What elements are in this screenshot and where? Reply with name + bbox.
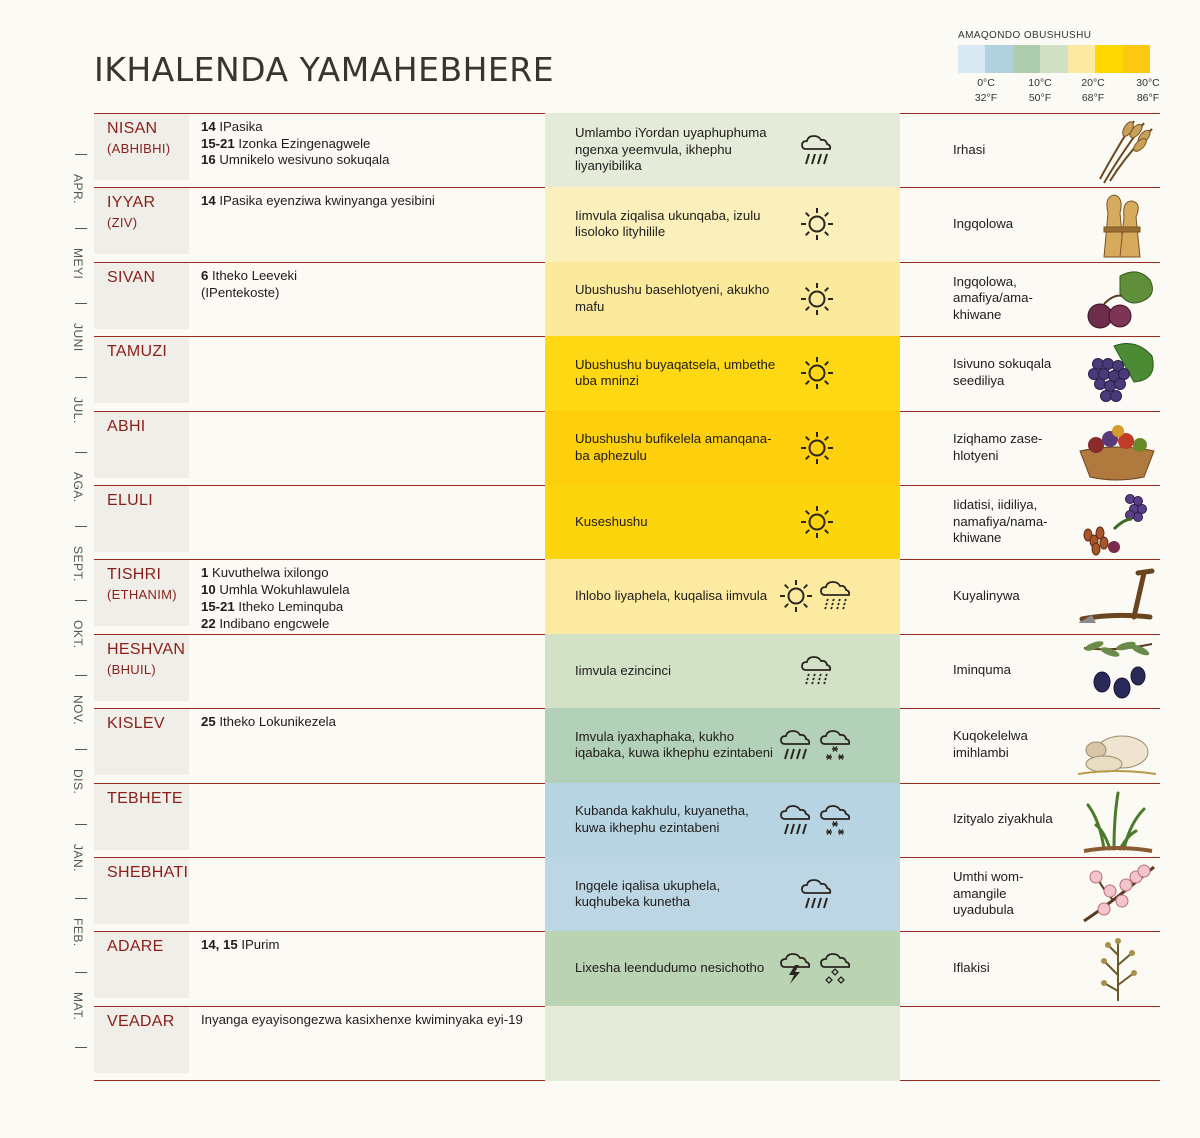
legend-labels [958, 76, 1160, 106]
weather-cell [575, 485, 780, 559]
festival-name: Itheko Leeveki [212, 267, 298, 283]
agriculture-cell [953, 187, 1063, 261]
agriculture-cell [953, 559, 1063, 633]
gregorian-month-text: OKT. [71, 620, 85, 650]
dates-grapes-icon [1074, 489, 1160, 557]
agriculture-description: Ingqolowa [953, 216, 1014, 232]
agriculture-description: Umthi womamangile uyadubula [953, 868, 1024, 918]
legend-swatch [1123, 45, 1150, 73]
gregorian-month-text: AGA. [71, 471, 85, 503]
weather-description: Kubanda kakhulu, kuyanetha, kuwa ikhephu ezintabeni [575, 803, 749, 835]
month-cell [94, 858, 189, 924]
festival-name: IPasika eyenziwa kwinyanga yesibini [219, 193, 435, 209]
sun-icon [799, 355, 835, 396]
festival-item [201, 136, 541, 153]
legend-celsius: 0°C [977, 77, 995, 89]
gregorian-month-text: DIS. [71, 769, 85, 795]
weather-description: Ubushushu bufikelela amanqanaba aphezulu [575, 431, 772, 463]
festival-list [201, 119, 541, 169]
weather-cell [575, 931, 780, 1005]
agriculture-description: Iminquma [953, 662, 1011, 678]
legend-fahrenheit: 50°F [1028, 92, 1052, 104]
legend-swatch [985, 45, 1012, 73]
month-name: ADARE [107, 938, 164, 956]
festival-date: 14, 15 [201, 937, 238, 953]
weather-description: Ubushushu buyaqatsela, umbethe uba mninzi [575, 356, 776, 389]
festival-name: IPurim [241, 937, 280, 953]
month-name: SIVAN [107, 268, 156, 286]
month-alt-name: (ETHANIM) [107, 587, 177, 603]
legend-fahrenheit: 68°F [1081, 92, 1105, 104]
month-tick [75, 824, 87, 825]
weather-cell [575, 857, 780, 931]
agriculture-cell [953, 634, 1063, 708]
festival-name: Izonka Ezingenagwele [238, 135, 371, 151]
legend-fahrenheit: 86°F [1136, 92, 1160, 104]
month-alt-name: (BHUIL) [107, 661, 157, 677]
month-row-tebhete [94, 783, 1160, 857]
month-tick [75, 749, 87, 750]
gregorian-month-text: MEYI [71, 248, 85, 280]
gregorian-month-text: JUNI [71, 322, 85, 352]
month-name: ABHI [107, 417, 146, 435]
rain-cloud-icon [778, 727, 814, 768]
month-cell [94, 1007, 189, 1073]
grapes-icon [1074, 340, 1160, 408]
festival-item [201, 119, 541, 136]
festival-item [201, 616, 541, 633]
weather-cell [575, 336, 780, 410]
drizzle-cloud-icon [818, 578, 854, 619]
gregorian-month-text: MAT. [71, 992, 85, 1021]
festival-item [201, 285, 541, 302]
weather-cell [575, 187, 780, 261]
weather-description: Iimvula ezincinci [575, 662, 672, 678]
festival-item [201, 565, 541, 582]
month-name: ELULI [107, 492, 153, 509]
festival-date: 1 [201, 565, 209, 581]
storm-cloud-icon [778, 950, 814, 991]
legend-celsius: 30°C [1136, 77, 1160, 89]
month-cell [94, 560, 189, 626]
month-cell [94, 263, 189, 329]
agriculture-description: Ingqolowa, amafiya/amakhiwane [953, 273, 1033, 323]
agriculture-cell [953, 411, 1063, 485]
month-row-adare [94, 931, 1160, 1005]
snow-cloud-icon [818, 802, 854, 843]
barley-icon [1074, 117, 1160, 185]
month-name: TEBHETE [107, 789, 183, 807]
month-cell [94, 114, 189, 180]
legend-swatch [1068, 45, 1095, 73]
month-tick [75, 452, 87, 453]
legend-title: AMAQONDO OBUSHUSHU [958, 30, 1092, 41]
festival-item [201, 937, 541, 954]
gregorian-months-axis [68, 113, 94, 1083]
fruit-basket-icon [1074, 415, 1160, 483]
month-tick [75, 303, 87, 304]
month-row-heshvan [94, 634, 1160, 708]
festival-name: Itheko Lokunikezela [219, 714, 336, 730]
sun-icon [799, 281, 835, 322]
festival-name: (IPentekoste) [201, 284, 280, 300]
rain-cloud-icon [799, 876, 835, 917]
legend-celsius: 10°C [1028, 77, 1052, 89]
rain-cloud-icon [799, 132, 835, 173]
weather-cell [575, 783, 780, 857]
agriculture-description: Irhasi [953, 141, 986, 157]
month-tick [75, 898, 87, 899]
month-cell [94, 337, 189, 403]
month-cell [94, 932, 189, 998]
month-tick [75, 600, 87, 601]
legend-celsius: 20°C [1081, 77, 1105, 89]
festival-name: IPasika [219, 119, 263, 134]
rain-cloud-icon [778, 802, 814, 843]
festival-list [201, 937, 541, 954]
sprouts-icon [1074, 787, 1160, 855]
gregorian-month-text: APR. [71, 174, 85, 205]
weather-description: Ubushushu basehlotyeni, akukho mafu [575, 282, 770, 314]
legend-swatch [1013, 45, 1040, 73]
month-tick [75, 1047, 87, 1048]
month-alt-name: (ZIV) [107, 215, 138, 231]
festival-item [201, 193, 541, 210]
festival-list [201, 193, 541, 210]
festival-list [201, 1012, 541, 1029]
drizzle-cloud-icon [799, 653, 835, 694]
festival-name: Umnikelo wesivuno sokuqala [219, 152, 390, 168]
gregorian-month-text: JUL. [71, 397, 85, 424]
festival-date: 10 [201, 582, 216, 598]
almond-blossom-icon [1074, 861, 1160, 929]
festival-name: Umhla Wokuhlawulela [219, 582, 350, 598]
month-alt-name: (ABHIBHI) [107, 141, 171, 156]
festival-name: Indibano engcwele [219, 615, 330, 631]
agriculture-cell [953, 113, 1063, 187]
festival-name: Inyanga eyayisongezwa kasixhenxe kwiminyaka eyi-19 [201, 1011, 523, 1027]
month-name: NISAN [107, 120, 158, 137]
agriculture-description: Izityalo ziyakhula [953, 811, 1053, 827]
agriculture-cell [953, 857, 1063, 931]
festival-date: 22 [201, 615, 216, 631]
weather-cell [575, 634, 780, 708]
sun-icon [799, 206, 835, 247]
month-tick [75, 377, 87, 378]
month-row-iyyar [94, 187, 1160, 261]
weather-description: Ingqele iqalisa ukuphela, kuqhubeka kunetha [575, 877, 721, 909]
gregorian-month-text: NOV. [71, 694, 85, 726]
legend-temp-label [1073, 76, 1113, 106]
agriculture-description: Kuqokelelwa imihlambi [953, 728, 1028, 761]
festival-name: Kuvuthelwa ixilongo [212, 565, 329, 581]
gregorian-month-text: SEPT. [71, 546, 85, 582]
legend-swatch [1040, 45, 1067, 73]
festival-item [201, 268, 541, 285]
month-row-shebhati [94, 857, 1160, 931]
month-name: VEADAR [107, 1012, 175, 1030]
plow-icon [1074, 563, 1160, 631]
agriculture-description: Iflakisi [953, 960, 990, 976]
agriculture-cell [953, 708, 1063, 782]
agriculture-cell [953, 783, 1063, 857]
month-row-veadar [94, 1006, 1160, 1080]
festival-date: 15-21 [201, 598, 235, 614]
legend-temp-label [966, 76, 1006, 106]
festival-list [201, 268, 541, 301]
festival-item [201, 599, 541, 616]
festival-name: Itheko Leminquba [238, 598, 344, 614]
agriculture-description: Isivuno sokuqala seediliya [953, 356, 1052, 389]
legend-temp-label [1020, 76, 1060, 106]
month-cell [94, 635, 189, 701]
month-row-tishri [94, 559, 1160, 633]
temperature-band [545, 1006, 900, 1081]
month-cell [94, 784, 189, 850]
weather-cell [575, 708, 780, 782]
festival-list [201, 565, 541, 632]
legend-swatch [1095, 45, 1122, 73]
month-cell [94, 709, 189, 775]
month-tick [75, 675, 87, 676]
festival-date: 25 [201, 714, 216, 730]
month-tick [75, 228, 87, 229]
festival-item [201, 1012, 541, 1029]
festival-date: 6 [201, 267, 209, 283]
festival-date: 14 [201, 119, 216, 134]
festival-item [201, 582, 541, 599]
agriculture-description: Iziqhamo zasehlotyeni [953, 430, 1043, 463]
sheep-icon [1074, 712, 1160, 780]
legend-temp-label [1128, 76, 1168, 106]
legend-color-bar [958, 45, 1150, 73]
agriculture-cell [953, 336, 1063, 410]
month-tick [75, 972, 87, 973]
legend-swatch [958, 45, 985, 73]
temperature-legend [958, 30, 1160, 106]
festival-date: 16 [201, 152, 216, 168]
weather-cell [575, 559, 780, 633]
festival-item [201, 714, 541, 731]
hail-cloud-icon [818, 950, 854, 991]
month-cell [94, 188, 189, 254]
month-name: HESHVAN [107, 640, 186, 658]
weather-description: Ihlobo liyaphela, kuqalisa iimvula [575, 588, 768, 604]
month-row-eluli [94, 485, 1160, 559]
month-cell [94, 486, 189, 552]
month-name: KISLEV [107, 715, 165, 733]
month-cell [94, 412, 189, 478]
month-name: TISHRI [107, 566, 162, 584]
gregorian-month-text: JAN. [71, 843, 85, 872]
month-tick [75, 154, 87, 155]
month-row-kislev [94, 708, 1160, 782]
festival-list [201, 714, 541, 731]
agriculture-description: Iidatisi, iidiliya, namafiya/namakhiwane [953, 496, 1048, 546]
page-title: IKHALENDA YAMAHEBHERE [94, 50, 555, 89]
weather-description: Imvula iyaxhaphaka, kukho iqabaka, kuwa ikhephu ezintabeni [575, 728, 773, 761]
month-tick [75, 526, 87, 527]
weather-cell [575, 113, 780, 187]
month-row-abhi [94, 411, 1160, 485]
gregorian-month-text: FEB. [71, 918, 85, 947]
month-name: TAMUZI [107, 343, 168, 361]
sun-icon [799, 430, 835, 471]
festival-date: 14 [201, 193, 216, 209]
sun-icon [799, 504, 835, 545]
month-name: SHEBHATI [107, 864, 189, 881]
flax-icon [1074, 935, 1160, 1003]
month-row-tamuzi [94, 336, 1160, 410]
fig-icon [1074, 266, 1160, 334]
sun-icon [778, 578, 814, 619]
weather-description: Kuseshushu [575, 513, 648, 529]
month-name: IYYAR [107, 194, 156, 212]
agriculture-cell [953, 485, 1063, 559]
weather-description: Iimvula ziqalisa ukunqaba, izulu lisoloko lityhilile [575, 207, 761, 240]
agriculture-description: Kuyalinywa [953, 588, 1020, 604]
legend-fahrenheit: 32°F [974, 92, 998, 104]
month-row-nisan [94, 113, 1160, 187]
weather-cell [575, 262, 780, 336]
weather-description: Umlambo iYordan uyaphuphuma ngenxa yeemvula, ikhephu liyanyibilika [575, 125, 767, 174]
festival-date: 15-21 [201, 135, 235, 151]
month-row-sivan [94, 262, 1160, 336]
wheat-sheaf-icon [1074, 191, 1160, 259]
olives-icon [1074, 638, 1160, 706]
agriculture-cell [953, 262, 1063, 336]
agriculture-cell [953, 931, 1063, 1005]
weather-description: Lixesha leendudumo nesichotho [575, 960, 765, 976]
festival-item [201, 152, 541, 169]
snow-cloud-icon [818, 727, 854, 768]
weather-cell [575, 411, 780, 485]
